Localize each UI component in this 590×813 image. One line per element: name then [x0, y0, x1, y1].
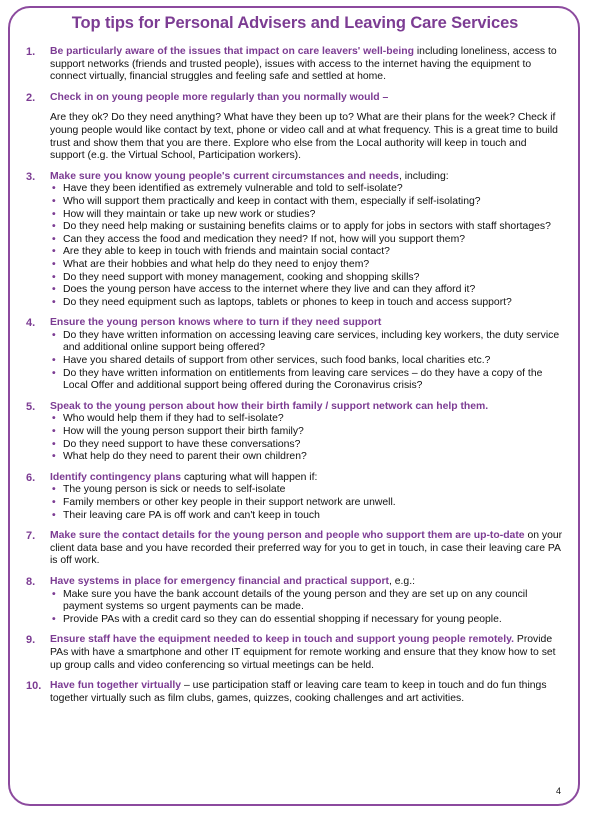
tip-4 [26, 317, 564, 393]
tip-body: capturing what will happen if: [181, 471, 318, 483]
list-item-text: Family members or other key people in their support network are unwell. [63, 497, 396, 508]
tip-number: 4. [26, 317, 36, 330]
tip-text [50, 92, 564, 105]
bullet-icon: • [52, 296, 56, 308]
bullet-icon: • [52, 367, 56, 379]
tip-heading: Have systems in place for emergency financial and practical support [50, 575, 389, 587]
bullet-icon: • [52, 497, 56, 508]
bullet-icon: • [52, 329, 56, 341]
bullet-icon: • [52, 284, 56, 296]
tip-number: 9. [26, 634, 36, 647]
tip-number: 7. [26, 530, 36, 543]
list-item-text: Do they need support with money management, cooking and shopping skills? [63, 271, 420, 283]
list-item [50, 451, 564, 464]
list-item-text: What are their hobbies and what help do they need to enjoy them? [63, 258, 370, 270]
list-item [50, 209, 564, 222]
tip-8 [26, 575, 564, 626]
tip-number: 5. [26, 400, 36, 413]
bullet-icon: • [52, 195, 56, 207]
list-item-text: Their leaving care PA is off work and can't keep in touch [63, 509, 320, 521]
tip-3 [26, 170, 564, 310]
bullet-icon: • [52, 208, 56, 220]
bullet-list [50, 330, 564, 393]
bullet-list [50, 183, 564, 309]
tip-text [50, 530, 564, 568]
list-item [50, 272, 564, 285]
tip-heading: Ensure the young person knows where to turn if they need support [50, 317, 382, 329]
list-item-text: How will the young person support their birth family? [63, 426, 304, 438]
list-item-text: What help do they need to parent their own children? [63, 451, 307, 463]
tip-2 [26, 91, 564, 163]
list-item-text: Make sure you have the bank account details of the young person and they are set up on any council payment systems so urgent payments can be made. [63, 588, 528, 613]
list-item-text: Have you shared details of support from other services, such food banks, local charities etc.? [63, 355, 491, 367]
list-item-text: Have they been identified as extremely vulnerable and told to self-isolate? [63, 183, 403, 195]
tip-9 [26, 634, 564, 672]
bullet-icon: • [52, 438, 56, 450]
tip-heading: Identify contingency plans [50, 471, 182, 483]
list-item-text: Are they able to keep in touch with friends and maintain social contact? [63, 246, 390, 258]
list-item-text: Do they need equipment such as laptops, tablets or phones to keep in touch and access support? [63, 296, 512, 308]
list-item [50, 439, 564, 452]
tip-text [50, 472, 564, 485]
tip-text [50, 317, 564, 330]
bullet-icon: • [52, 258, 56, 270]
list-item [50, 426, 564, 439]
tip-heading: Check in on young people more regularly than you normally would – [50, 91, 389, 103]
tip-number: 10. [26, 680, 42, 693]
tip-number: 1. [26, 46, 36, 58]
bullet-icon: • [52, 183, 56, 195]
tip-number: 6. [26, 471, 36, 484]
tip-7 [26, 530, 564, 568]
list-item-text: Does the young person have access to the internet where they live and can they afford it? [63, 284, 476, 296]
tip-1 [26, 46, 564, 84]
bullet-icon: • [52, 233, 56, 245]
list-item-text: Who would help them if they had to self-isolate? [63, 413, 284, 425]
list-item-text: How will they maintain or take up new work or studies? [63, 208, 316, 220]
list-item-text: Do they have written information on accessing leaving care services, including key workers, the duty service and additional online support being offered? [63, 329, 560, 354]
tip-heading: Have fun together virtually [50, 680, 182, 692]
bullet-list [50, 484, 564, 522]
tip-body: , e.g.: [388, 575, 415, 587]
bullet-icon: • [52, 426, 56, 438]
bullet-icon: • [52, 271, 56, 283]
tip-6 [26, 471, 564, 522]
tip-number: 8. [26, 575, 36, 588]
list-item [50, 221, 564, 234]
list-item [50, 259, 564, 272]
bullet-icon: • [52, 613, 56, 625]
tip-paragraph: Are they ok? Do they need anything? What have they been up to? What are their plans for the week? Check if young people would like contact by text, phone or video call and at what frequency. This is a great time to build trust and show them that you are there. Explore who else from the Local authority will keep in touch and support (e.g. the Virtual School, Participation workers). [50, 112, 558, 162]
bullet-icon: • [52, 484, 56, 496]
list-item [50, 510, 564, 523]
tip-body: – use participation staff or leaving care team to keep in touch and do fun things together virtually such as film clubs, games, quizzes, cooking challenges and art activities. [50, 680, 547, 704]
bullet-icon: • [52, 413, 56, 425]
bullet-icon: • [52, 221, 56, 233]
tip-text [50, 171, 564, 184]
tip-text [50, 634, 564, 672]
list-item-text: Can they access the food and medication they need? If not, how will you support them? [63, 233, 466, 245]
tip-text [50, 680, 564, 705]
tip-heading: Make sure you know young people's current circumstances and needs [50, 170, 399, 182]
bullet-list [50, 589, 564, 627]
list-item [50, 330, 564, 355]
list-item [50, 497, 564, 510]
tip-heading: Be particularly aware of the issues that impact on care leavers' well-being [50, 46, 414, 57]
tip-body: Provide PAs with have a smartphone and other IT equipment for remote working and ensure that they know how to set up group calls and video conferencing so virtual meetings can be held. [50, 634, 556, 671]
list-item [50, 297, 564, 310]
list-item [50, 246, 564, 259]
tip-10 [26, 680, 564, 705]
tip-number: 3. [26, 170, 36, 183]
page-title: Top tips for Personal Advisers and Leaving Care Services [71, 14, 519, 32]
tips-list [26, 46, 564, 713]
list-item [50, 183, 564, 196]
tip-text [50, 46, 564, 84]
tip-body: including loneliness, access to support networks (friends and trusted people), issues with access to the internet having the equipment to connect virtually, financial struggles and feeling safe and settled at home. [50, 46, 557, 83]
bullet-icon: • [52, 246, 56, 258]
tip-number: 2. [26, 91, 36, 104]
bullet-icon: • [52, 451, 56, 463]
list-item [50, 413, 564, 426]
list-item-text: Provide PAs with a credit card so they can do essential shopping if necessary for young people. [63, 613, 502, 625]
list-item [50, 196, 564, 209]
tip-body: on your client data base and you have recorded their preferred way for you to get in touch, in case their leaving care PA is off work. [50, 530, 563, 567]
tip-text [50, 576, 564, 589]
list-item [50, 484, 564, 497]
tip-heading: Speak to the young person about how their birth family / support network can help them. [50, 400, 489, 412]
list-item-text: The young person is sick or needs to self-isolate [63, 484, 286, 496]
bullet-icon: • [52, 355, 56, 367]
list-item-text: Do they need help making or sustaining benefits claims or to apply for jobs in sectors with staff shortages? [63, 221, 551, 233]
list-item [50, 234, 564, 247]
tip-body: , including: [398, 170, 449, 182]
list-item [50, 355, 564, 368]
list-item [50, 368, 564, 393]
bullet-list [50, 413, 564, 463]
list-item-text: Do they have written information on entitlements from leaving care services – do they have a copy of the Local Offer and additional support being offered during the Coronavirus crisis? [63, 367, 543, 392]
bullet-icon: • [52, 509, 56, 521]
tip-5 [26, 400, 564, 464]
list-item [50, 284, 564, 297]
tip-heading: Make sure the contact details for the young person and people who support them are up-to-date [50, 530, 525, 542]
list-item-text: Do they need support to have these conversations? [63, 438, 301, 450]
tip-text [50, 401, 564, 414]
tip-heading: Ensure staff have the equipment needed to keep in touch and support young people remotely. [50, 634, 514, 646]
bullet-icon: • [52, 588, 56, 600]
page-number: 4 [556, 786, 562, 796]
list-item [50, 589, 564, 614]
list-item [50, 614, 564, 627]
list-item-text: Who will support them practically and keep in contact with them, especially if self-isolating? [63, 195, 481, 207]
